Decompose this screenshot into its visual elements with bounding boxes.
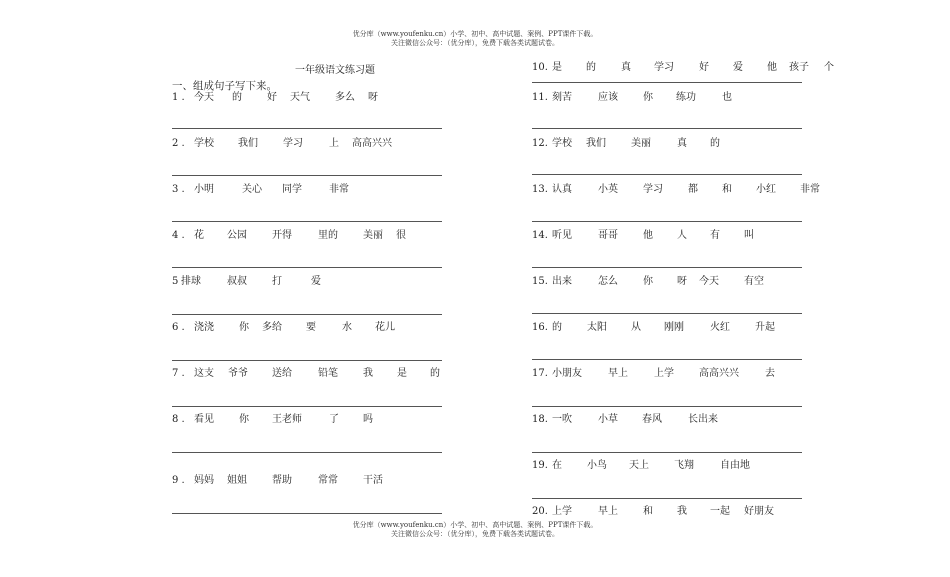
word-token: 小明 [194, 184, 214, 195]
word-token: 多么 [335, 92, 355, 103]
word-token: 了 [329, 414, 339, 425]
word-token: 他 [767, 62, 777, 73]
answer-line[interactable] [172, 452, 442, 453]
word-token: 是 [397, 368, 407, 379]
word-token: 有 [710, 230, 720, 241]
answer-line[interactable] [532, 221, 802, 222]
word-token: 天气 [290, 92, 310, 103]
word-token: 刚刚 [664, 322, 684, 333]
word-token: 学校 [552, 138, 572, 149]
word-token: 他 [643, 230, 653, 241]
word-token: 从 [631, 322, 641, 333]
word-token: 学习 [283, 138, 303, 149]
answer-line[interactable] [532, 406, 802, 407]
word-token: 花 [194, 230, 204, 241]
answer-line[interactable] [172, 360, 442, 361]
word-token: 的 [710, 138, 720, 149]
word-token: 好 [267, 92, 277, 103]
word-token: 铅笔 [318, 368, 338, 379]
word-token: 爱 [733, 62, 743, 73]
word-token: 爱 [311, 276, 321, 287]
word-token: 今天 [699, 276, 719, 287]
answer-line[interactable] [532, 313, 802, 314]
word-token: 是 [552, 62, 562, 73]
word-token: 美丽 [631, 138, 651, 149]
question-number: 1 . [172, 92, 185, 103]
word-token: 上学 [654, 368, 674, 379]
word-token: 关心 [242, 184, 262, 195]
word-token: 上 [329, 138, 339, 149]
word-token: 出来 [552, 276, 572, 287]
answer-line[interactable] [172, 513, 442, 514]
word-token: 送给 [272, 368, 292, 379]
word-token: 升起 [755, 322, 775, 333]
word-token: 叫 [744, 230, 754, 241]
word-token: 人 [677, 230, 687, 241]
answer-line[interactable] [532, 128, 802, 129]
word-token: 也 [722, 92, 732, 103]
word-token: 早上 [608, 368, 628, 379]
question-number: 14. [532, 230, 548, 241]
question-number: 3 . [172, 184, 185, 195]
word-token: 学习 [654, 62, 674, 73]
word-token: 飞翔 [674, 460, 694, 471]
word-token: 的 [232, 92, 242, 103]
word-token: 好朋友 [744, 506, 774, 517]
word-token: 火红 [710, 322, 730, 333]
word-token: 排球 [181, 276, 201, 287]
word-token: 小朋友 [552, 368, 582, 379]
question-number: 20. [532, 506, 548, 517]
word-token: 真 [621, 62, 631, 73]
question-number: 13. [532, 184, 548, 195]
word-token: 美丽 [363, 230, 383, 241]
word-token: 这支 [194, 368, 214, 379]
word-token: 看见 [194, 414, 214, 425]
word-token: 去 [765, 368, 775, 379]
word-token: 应该 [598, 92, 618, 103]
question-number: 7 . [172, 368, 185, 379]
word-token: 有空 [744, 276, 764, 287]
word-token: 爷爷 [228, 368, 248, 379]
word-token: 的 [552, 322, 562, 333]
word-token: 听见 [552, 230, 572, 241]
word-token: 吗 [363, 414, 373, 425]
answer-line[interactable] [172, 406, 442, 407]
word-token: 一吹 [552, 414, 572, 425]
question-number: 6 . [172, 322, 185, 333]
word-token: 王老师 [272, 414, 302, 425]
word-token: 小英 [598, 184, 618, 195]
word-token: 高高兴兴 [699, 368, 739, 379]
word-token: 哥哥 [598, 230, 618, 241]
page-footer [0, 521, 950, 539]
worksheet-title: 一年级语文练习题 [295, 65, 375, 76]
word-token: 一起 [710, 506, 730, 517]
header-line-1: 优分库（www.youfenku.cn）小学、初中、高中试题、案例、PPT课件下载。 [352, 30, 598, 38]
answer-line[interactable] [532, 267, 802, 268]
word-token: 学校 [194, 138, 214, 149]
header-line-2: 关注微信公众号：（优分库），免费下载各类试题试卷。 [391, 39, 559, 47]
word-token: 今天 [194, 92, 214, 103]
question-number: 8 . [172, 414, 185, 425]
answer-line[interactable] [532, 452, 802, 453]
footer-line-1: 优分库（www.youfenku.cn）小学、初中、高中试题、案例、PPT课件下载。 [352, 521, 598, 529]
question-number: 16. [532, 322, 548, 333]
word-token: 呀 [368, 92, 378, 103]
answer-line[interactable] [172, 221, 442, 222]
word-token: 浇浇 [194, 322, 214, 333]
question-number: 11. [532, 92, 548, 103]
word-token: 早上 [598, 506, 618, 517]
word-token: 自由地 [720, 460, 750, 471]
word-token: 孩子 [789, 62, 809, 73]
footer-line-2: 关注微信公众号：（优分库），免费下载各类试题试卷。 [391, 530, 559, 538]
word-token: 水 [342, 322, 352, 333]
word-token: 妈妈 [194, 475, 214, 486]
page-header [0, 30, 950, 48]
word-token: 在 [552, 460, 562, 471]
question-number: 9 . [172, 475, 185, 486]
word-token: 的 [586, 62, 596, 73]
word-token: 小鸟 [587, 460, 607, 471]
question-number: 12. [532, 138, 548, 149]
word-token: 天上 [629, 460, 649, 471]
answer-line[interactable] [172, 128, 442, 129]
word-token: 要 [306, 322, 316, 333]
word-token: 开得 [272, 230, 292, 241]
word-token: 同学 [282, 184, 302, 195]
word-token: 小红 [756, 184, 776, 195]
word-token: 花儿 [375, 322, 395, 333]
word-token: 刻苦 [552, 92, 572, 103]
word-token: 非常 [329, 184, 349, 195]
word-token: 上学 [552, 506, 572, 517]
question-number: 5 [172, 276, 179, 287]
word-token: 我们 [586, 138, 606, 149]
answer-line[interactable] [172, 314, 442, 315]
word-token: 多给 [262, 322, 282, 333]
word-token: 你 [239, 414, 249, 425]
answer-line[interactable] [532, 82, 802, 83]
word-token: 我 [363, 368, 373, 379]
word-token: 练功 [676, 92, 696, 103]
question-number: 2 . [172, 138, 185, 149]
word-token: 我 [677, 506, 687, 517]
word-token: 好 [699, 62, 709, 73]
word-token: 呀 [677, 276, 687, 287]
word-token: 你 [643, 92, 653, 103]
word-token: 你 [643, 276, 653, 287]
word-token: 你 [239, 322, 249, 333]
question-number: 15. [532, 276, 548, 287]
word-token: 非常 [800, 184, 820, 195]
section-heading: 一、组成句子写下来。 [172, 80, 277, 92]
word-token: 里的 [318, 230, 338, 241]
word-token: 个 [824, 62, 834, 73]
word-token: 常常 [318, 475, 338, 486]
word-token: 帮助 [272, 475, 292, 486]
word-token: 公园 [227, 230, 247, 241]
word-token: 干活 [363, 475, 383, 486]
word-token: 学习 [643, 184, 663, 195]
word-token: 我们 [238, 138, 258, 149]
question-number: 19. [532, 460, 548, 471]
question-number: 10. [532, 62, 548, 73]
word-token: 长出来 [688, 414, 718, 425]
word-token: 真 [677, 138, 687, 149]
word-token: 认真 [552, 184, 572, 195]
word-token: 春风 [642, 414, 662, 425]
word-token: 的 [430, 368, 440, 379]
answer-line[interactable] [172, 267, 442, 268]
question-number: 4 . [172, 230, 185, 241]
word-token: 怎么 [598, 276, 618, 287]
word-token: 太阳 [587, 322, 607, 333]
word-token: 都 [688, 184, 698, 195]
answer-line[interactable] [532, 174, 802, 175]
word-token: 叔叔 [227, 276, 247, 287]
word-token: 和 [722, 184, 732, 195]
word-token: 打 [272, 276, 282, 287]
answer-line[interactable] [532, 359, 802, 360]
question-number: 18. [532, 414, 548, 425]
word-token: 小草 [598, 414, 618, 425]
word-token: 和 [643, 506, 653, 517]
answer-line[interactable] [172, 175, 442, 176]
word-token: 高高兴兴 [352, 138, 392, 149]
word-token: 姐姐 [227, 475, 247, 486]
answer-line[interactable] [532, 498, 802, 499]
word-token: 很 [396, 230, 406, 241]
question-number: 17. [532, 368, 548, 379]
